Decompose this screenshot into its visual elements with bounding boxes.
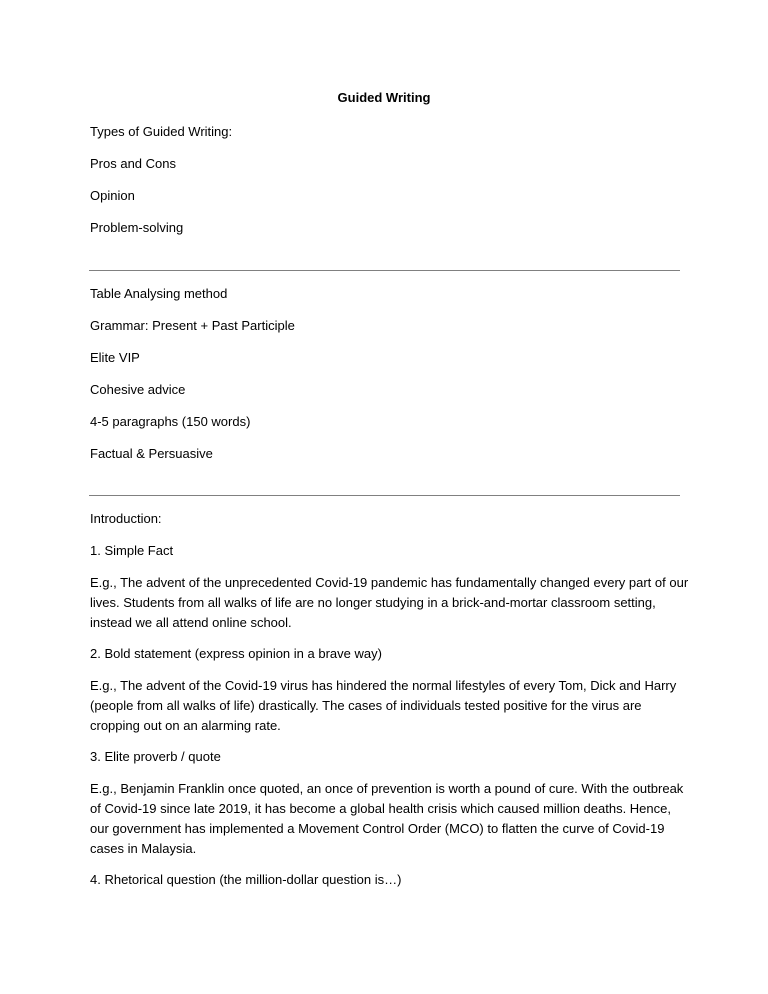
- tip-item: Grammar: Present + Past Participle: [90, 318, 295, 333]
- type-item: Problem-solving: [90, 220, 184, 235]
- intro-technique-label: 2. Bold statement (express opinion in a brave way): [90, 646, 382, 661]
- intro-technique-label: 3. Elite proverb / quote: [90, 749, 221, 764]
- intro-example-paragraph: E.g., Benjamin Franklin once quoted, an once of prevention is worth a pound of cure. With the outbreak of Covid-19 since late 2019, it has become a global health crisis which caused million deaths. Hence, our government has implemented a Movement Control Order (MCO) to flatten the curve of Covid-19 cases in Malaysia.: [90, 781, 684, 856]
- tip-item: 4-5 paragraphs (150 words): [90, 414, 251, 429]
- tip-item: Table Analysing method: [90, 286, 228, 301]
- tip-item: Factual & Persuasive: [90, 446, 213, 461]
- introduction-heading: Introduction:: [90, 511, 162, 526]
- type-item: Opinion: [90, 188, 135, 203]
- section-divider: [89, 495, 680, 496]
- tip-item: Elite VIP: [90, 350, 140, 365]
- tip-item: Cohesive advice: [90, 382, 186, 397]
- types-heading: Types of Guided Writing:: [90, 124, 233, 139]
- type-item: Pros and Cons: [90, 156, 176, 171]
- intro-example-paragraph: E.g., The advent of the unprecedented Covid-19 pandemic has fundamentally changed every part of our lives. Students from all walks of life are no longer studying in a brick-and-mortar classroom setting, instead we all attend online school.: [90, 575, 689, 630]
- intro-technique-label: 1. Simple Fact: [90, 543, 174, 558]
- document-title: Guided Writing: [337, 90, 431, 105]
- section-divider: [89, 270, 680, 271]
- intro-technique-label: 4. Rhetorical question (the million-dollar question is…): [90, 872, 402, 887]
- intro-example-paragraph: E.g., The advent of the Covid-19 virus has hindered the normal lifestyles of every Tom, Dick and Harry (people from all walks of life) drastically. The cases of individuals tested positive for the virus are cropping out on an alarming rate.: [90, 678, 677, 733]
